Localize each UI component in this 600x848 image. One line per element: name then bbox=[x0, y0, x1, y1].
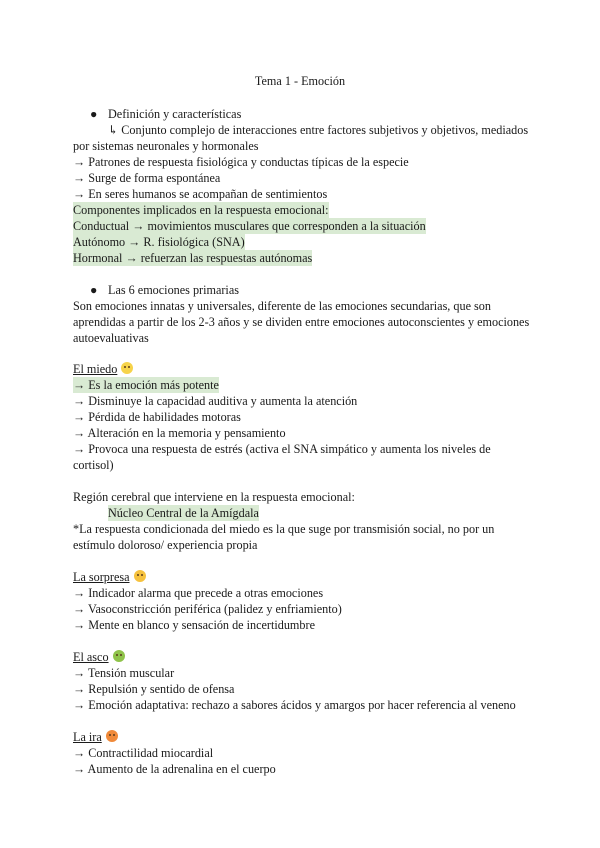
ira-line: → Aumento de la adrenalina en el cuerpo bbox=[73, 762, 276, 776]
region-value: Núcleo Central de la Amígdala bbox=[108, 506, 259, 520]
component-item: Conductual → movimientos musculares que corresponden a la situación bbox=[73, 219, 426, 233]
section2-para: Son emociones innatas y universales, diferente de las emociones secundarias, que son bbox=[73, 299, 491, 313]
bullet-dot: ● bbox=[90, 107, 98, 121]
miedo-line: → Provoca una respuesta de estrés (activa el SNA simpático y aumenta los niveles de bbox=[73, 442, 491, 456]
asco-line: → Emoción adaptativa: rechazo a sabores ácidos y amargos por hacer referencia al veneno bbox=[73, 698, 516, 712]
miedo-note: estímulo doloroso/ experiencia propia bbox=[73, 538, 258, 552]
miedo-heading: El miedo bbox=[73, 362, 118, 376]
ira-heading: La ira bbox=[73, 730, 102, 744]
components-heading: Componentes implicados en la respuesta emocional: bbox=[73, 203, 329, 217]
component-item: Hormonal → refuerzan las respuestas autónomas bbox=[73, 251, 313, 265]
section2-bullet: Las 6 emociones primarias bbox=[108, 283, 239, 297]
page-title: Tema 1 - Emoción bbox=[254, 74, 346, 88]
section1-sub-cont: por sistemas neuronales y hormonales bbox=[73, 139, 259, 153]
worried-face-icon bbox=[121, 362, 133, 374]
asco-line: → Repulsión y sentido de ofensa bbox=[73, 682, 235, 696]
asco-heading-row bbox=[73, 649, 125, 665]
region-label: Región cerebral que interviene en la respuesta emocional: bbox=[73, 490, 355, 504]
component-item: Autónomo → R. fisiológica (SNA) bbox=[73, 235, 245, 249]
section1-line: → Surge de forma espontánea bbox=[73, 171, 221, 185]
section1-bullet: Definición y características bbox=[108, 107, 242, 121]
section2-para: autoevaluativas bbox=[73, 331, 149, 345]
section1-line: → Patrones de respuesta fisiológica y conductas típicas de la especie bbox=[73, 155, 409, 169]
miedo-line: → Alteración en la memoria y pensamiento bbox=[73, 426, 286, 440]
asco-line: → Tensión muscular bbox=[73, 666, 175, 680]
sorpresa-heading: La sorpresa bbox=[73, 570, 130, 584]
ira-line: → Contractilidad miocardial bbox=[73, 746, 214, 760]
astonished-face-icon bbox=[134, 570, 146, 582]
miedo-line: → Disminuye la capacidad auditiva y aumenta la atención bbox=[73, 394, 358, 408]
miedo-line: → Pérdida de habilidades motoras bbox=[73, 410, 241, 424]
miedo-note: *La respuesta condicionada del miedo es la que suge por transmisión social, no por un bbox=[73, 522, 495, 536]
bullet-dot: ● bbox=[90, 283, 98, 297]
miedo-line-highlight: → Es la emoción más potente bbox=[73, 378, 219, 392]
sorpresa-heading-row bbox=[73, 569, 146, 585]
nauseated-face-icon bbox=[113, 650, 125, 662]
section1-sub: ↳ Conjunto complejo de interacciones entre factores subjetivos y objetivos, mediados bbox=[108, 123, 529, 137]
sorpresa-line: → Vasoconstricción periférica (palidez y enfriamiento) bbox=[73, 602, 342, 616]
miedo-line: cortisol) bbox=[73, 458, 114, 472]
section1-line: → En seres humanos se acompañan de sentimientos bbox=[73, 187, 328, 201]
sorpresa-line: → Indicador alarma que precede a otras emociones bbox=[73, 586, 324, 600]
miedo-heading-row bbox=[73, 361, 133, 377]
sorpresa-line: → Mente en blanco y sensación de incertidumbre bbox=[73, 618, 315, 632]
ira-heading-row bbox=[73, 729, 118, 745]
angry-face-icon bbox=[106, 730, 118, 742]
asco-heading: El asco bbox=[73, 650, 109, 664]
section2-para: aprendidas a partir de los 2-3 años y se dividen entre emociones autoconscientes y emociones bbox=[73, 315, 530, 329]
